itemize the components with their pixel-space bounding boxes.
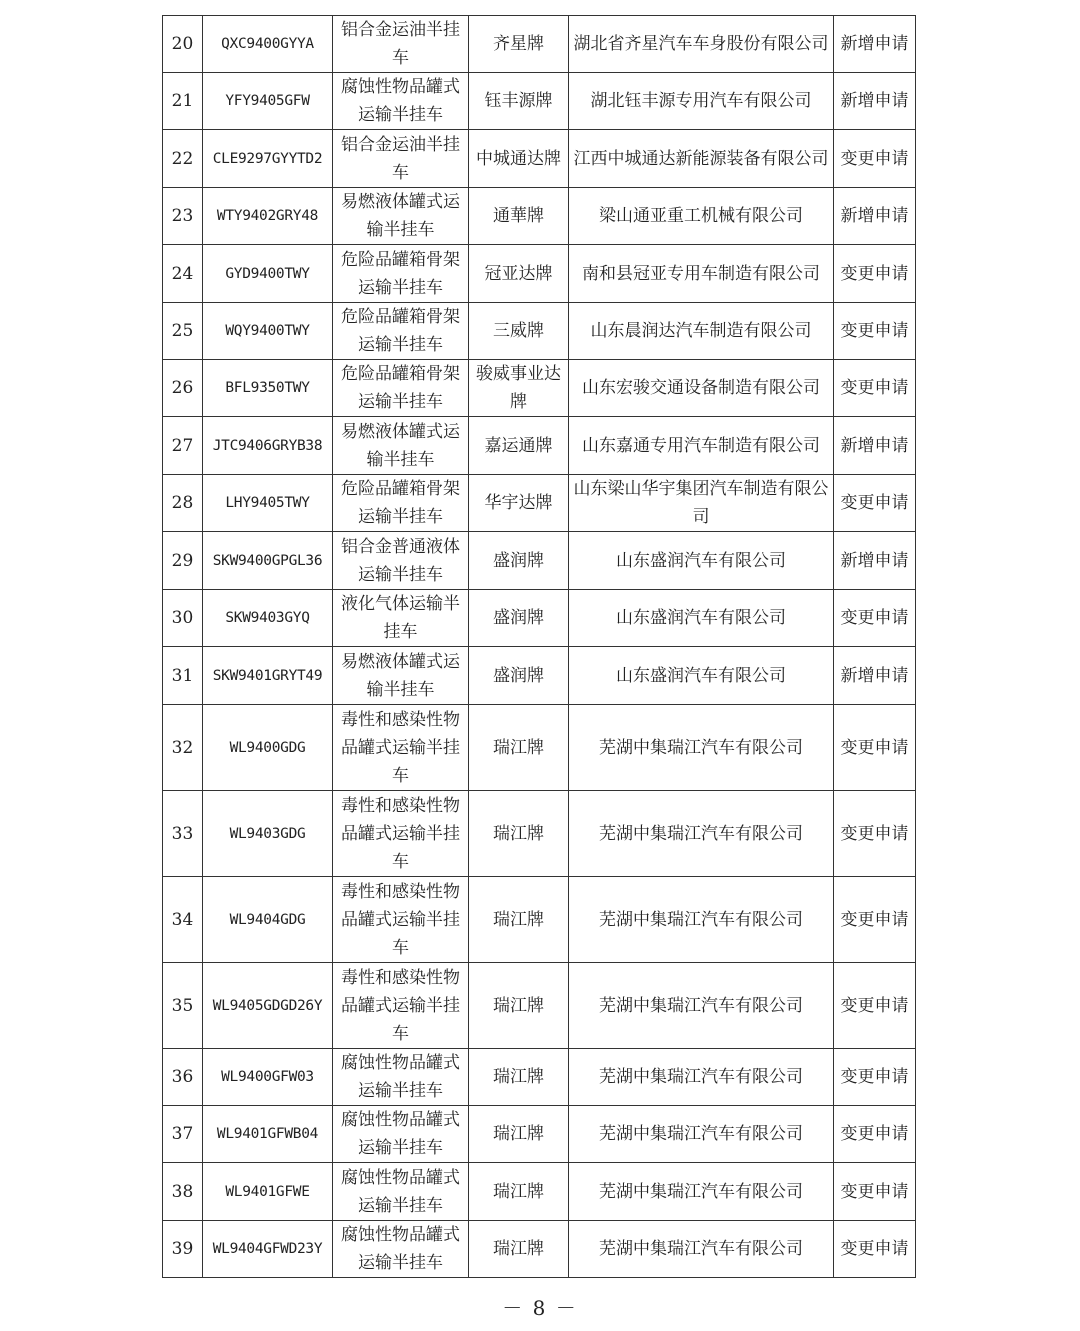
application-type: 变更申请 [834,590,916,647]
application-type: 变更申请 [834,303,916,360]
brand: 通華牌 [469,188,569,245]
brand: 华宇达牌 [469,475,569,532]
table-row [163,705,916,791]
brand: 冠亚达牌 [469,245,569,303]
vehicle-model: WTY9402GRY48 [203,188,333,245]
vehicle-model: JTC9406GRYB38 [203,417,333,475]
application-type: 变更申请 [834,1163,916,1221]
vehicle-model: GYD9400TWY [203,245,333,303]
brand: 瑞江牌 [469,1049,569,1106]
application-type: 变更申请 [834,963,916,1049]
vehicle-model: WL9401GFWE [203,1163,333,1221]
table-row [163,590,916,647]
brand: 瑞江牌 [469,1106,569,1163]
row-number: 31 [163,647,203,705]
application-type: 变更申请 [834,475,916,532]
vehicle-model: QXC9400GYYA [203,16,333,73]
application-type: 变更申请 [834,1221,916,1278]
brand: 瑞江牌 [469,963,569,1049]
brand: 盛润牌 [469,590,569,647]
row-number: 22 [163,130,203,188]
vehicle-type: 毒性和感染性物品罐式运输半挂车 [333,963,469,1049]
company: 芜湖中集瑞江汽车有限公司 [569,1221,834,1278]
table-row [163,303,916,360]
table-row [163,877,916,963]
vehicle-type: 毒性和感染性物品罐式运输半挂车 [333,791,469,877]
table-row [163,16,916,73]
company: 芜湖中集瑞江汽车有限公司 [569,1163,834,1221]
company: 南和县冠亚专用车制造有限公司 [569,245,834,303]
company: 湖北钰丰源专用汽车有限公司 [569,73,834,130]
application-type: 新增申请 [834,417,916,475]
row-number: 27 [163,417,203,475]
brand: 瑞江牌 [469,791,569,877]
row-number: 34 [163,877,203,963]
vehicle-model: SKW9400GPGL36 [203,532,333,590]
application-type: 变更申请 [834,130,916,188]
brand: 瑞江牌 [469,705,569,791]
brand: 瑞江牌 [469,1221,569,1278]
application-type: 新增申请 [834,16,916,73]
vehicle-type: 易燃液体罐式运输半挂车 [333,417,469,475]
table-row [163,1049,916,1106]
company: 芜湖中集瑞江汽车有限公司 [569,705,834,791]
vehicle-type: 易燃液体罐式运输半挂车 [333,647,469,705]
table-row [163,188,916,245]
table-row [163,360,916,417]
row-number: 39 [163,1221,203,1278]
application-type: 新增申请 [834,73,916,130]
application-type: 新增申请 [834,188,916,245]
vehicle-model: WL9404GDG [203,877,333,963]
table-row [163,475,916,532]
company: 山东宏骏交通设备制造有限公司 [569,360,834,417]
table-row [163,73,916,130]
vehicle-model: WL9405GDGD26Y [203,963,333,1049]
application-type: 变更申请 [834,245,916,303]
row-number: 33 [163,791,203,877]
vehicle-type: 易燃液体罐式运输半挂车 [333,188,469,245]
application-type: 新增申请 [834,647,916,705]
vehicle-type: 腐蚀性物品罐式运输半挂车 [333,73,469,130]
vehicle-table [162,15,916,1278]
company: 山东盛润汽车有限公司 [569,647,834,705]
row-number: 32 [163,705,203,791]
brand: 嘉运通牌 [469,417,569,475]
table-row [163,647,916,705]
company: 芜湖中集瑞江汽车有限公司 [569,1106,834,1163]
row-number: 21 [163,73,203,130]
vehicle-model: LHY9405TWY [203,475,333,532]
vehicle-model: WL9404GFWD23Y [203,1221,333,1278]
vehicle-type: 危险品罐箱骨架运输半挂车 [333,303,469,360]
company: 山东晨润达汽车制造有限公司 [569,303,834,360]
application-type: 变更申请 [834,877,916,963]
page-number: － 8 － [502,1296,578,1320]
row-number: 37 [163,1106,203,1163]
vehicle-type: 铝合金普通液体运输半挂车 [333,532,469,590]
vehicle-model: YFY9405GFW [203,73,333,130]
vehicle-type: 铝合金运油半挂车 [333,130,469,188]
brand: 三威牌 [469,303,569,360]
table-row [163,1106,916,1163]
vehicle-model: SKW9401GRYT49 [203,647,333,705]
company: 芜湖中集瑞江汽车有限公司 [569,1049,834,1106]
company: 湖北省齐星汽车车身股份有限公司 [569,16,834,73]
company: 芜湖中集瑞江汽车有限公司 [569,791,834,877]
company: 山东盛润汽车有限公司 [569,532,834,590]
vehicle-model: CLE9297GYYTD2 [203,130,333,188]
company: 梁山通亚重工机械有限公司 [569,188,834,245]
row-number: 29 [163,532,203,590]
vehicle-type: 腐蚀性物品罐式运输半挂车 [333,1106,469,1163]
vehicle-type: 危险品罐箱骨架运输半挂车 [333,475,469,532]
row-number: 26 [163,360,203,417]
company: 山东梁山华宇集团汽车制造有限公司 [569,475,834,532]
company: 山东嘉通专用汽车制造有限公司 [569,417,834,475]
table-row [163,963,916,1049]
table-row [163,417,916,475]
row-number: 25 [163,303,203,360]
table-row [163,245,916,303]
vehicle-type: 毒性和感染性物品罐式运输半挂车 [333,705,469,791]
vehicle-type: 腐蚀性物品罐式运输半挂车 [333,1049,469,1106]
brand: 骏威事业达牌 [469,360,569,417]
brand: 齐星牌 [469,16,569,73]
brand: 盛润牌 [469,647,569,705]
row-number: 38 [163,1163,203,1221]
company: 芜湖中集瑞江汽车有限公司 [569,877,834,963]
application-type: 新增申请 [834,532,916,590]
row-number: 23 [163,188,203,245]
vehicle-model: WL9401GFWB04 [203,1106,333,1163]
vehicle-type: 危险品罐箱骨架运输半挂车 [333,360,469,417]
vehicle-type: 危险品罐箱骨架运输半挂车 [333,245,469,303]
vehicle-type: 毒性和感染性物品罐式运输半挂车 [333,877,469,963]
brand: 瑞江牌 [469,877,569,963]
application-type: 变更申请 [834,1049,916,1106]
vehicle-type: 铝合金运油半挂车 [333,16,469,73]
application-type: 变更申请 [834,705,916,791]
brand: 盛润牌 [469,532,569,590]
table-row [163,791,916,877]
application-type: 变更申请 [834,791,916,877]
vehicle-type: 液化气体运输半挂车 [333,590,469,647]
vehicle-model: WL9400GFW03 [203,1049,333,1106]
company: 山东盛润汽车有限公司 [569,590,834,647]
vehicle-model: WL9403GDG [203,791,333,877]
table-row [163,130,916,188]
table-body [163,16,916,1278]
brand: 中城通达牌 [469,130,569,188]
row-number: 24 [163,245,203,303]
table-row [163,1221,916,1278]
company: 江西中城通达新能源装备有限公司 [569,130,834,188]
vehicle-model: WL9400GDG [203,705,333,791]
brand: 钰丰源牌 [469,73,569,130]
row-number: 28 [163,475,203,532]
vehicle-model: SKW9403GYQ [203,590,333,647]
application-type: 变更申请 [834,1106,916,1163]
company: 芜湖中集瑞江汽车有限公司 [569,963,834,1049]
vehicle-model: BFL9350TWY [203,360,333,417]
row-number: 35 [163,963,203,1049]
vehicle-model: WQY9400TWY [203,303,333,360]
vehicle-type: 腐蚀性物品罐式运输半挂车 [333,1163,469,1221]
row-number: 36 [163,1049,203,1106]
vehicle-type: 腐蚀性物品罐式运输半挂车 [333,1221,469,1278]
row-number: 30 [163,590,203,647]
table-row [163,532,916,590]
brand: 瑞江牌 [469,1163,569,1221]
application-type: 变更申请 [834,360,916,417]
table-row [163,1163,916,1221]
row-number: 20 [163,16,203,73]
